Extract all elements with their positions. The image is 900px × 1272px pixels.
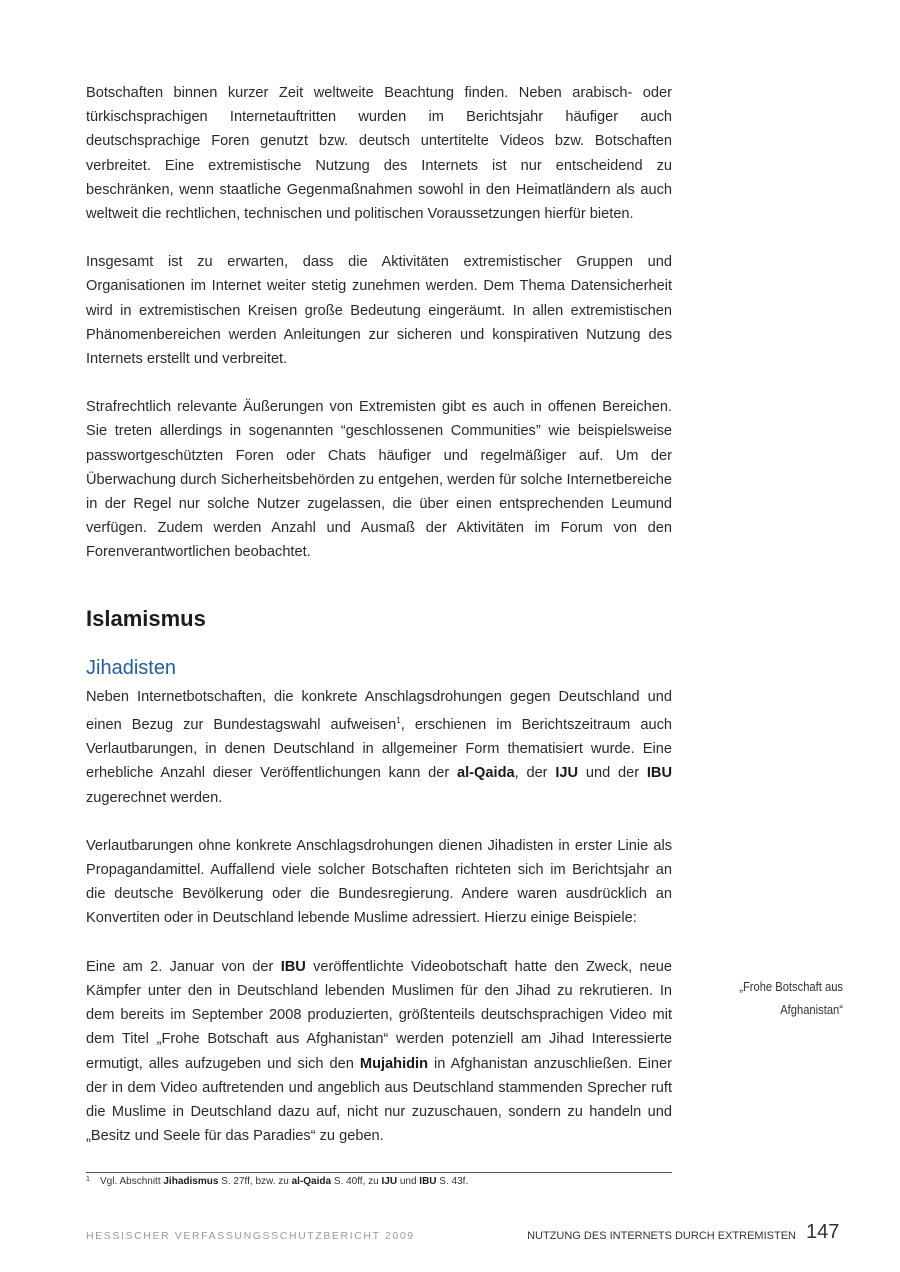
- intro-paragraph-1: Botschaften binnen kurzer Zeit weltweite Beachtung finden. Neben arabisch- oder türkischsprachigen Internetauftritten wurden im Berichtsjahr häufiger auch deutschsprachige Foren genutzt bzw. deutsch untertitelte Videos bzw. Botschaften verbreitet. Eine extremistische Nutzung des Internets ist nur entscheidend zu beschränken, wenn staatliche Gegenmaßnahmen sowohl in den Heimatländern als auch weltweit die rechtlichen, technischen und politischen Voraussetzungen hierfür bieten.: [86, 85, 672, 223]
- page-number: 147: [806, 1221, 840, 1243]
- intro-paragraph-2: Insgesamt ist zu erwarten, dass die Aktivitäten extremistischer Gruppen und Organisationen im Internet weiter stetig zunehmen werden. Dem Thema Datensicherheit wird in extremistischen Kreisen große Bedeutung eingeräumt. In allen extremistischen Phänomenbereichen werden Anleitungen zur sicheren und konspirativen Nutzung des Internets erstellt und verbreitet.: [86, 254, 672, 368]
- subsection-heading: Jihadisten: [86, 657, 177, 679]
- footnote: 1 Vgl. Abschnitt Jihadismus S. 27ff, bzw. zu al-Qaida S. 40ff, zu IJU und IBU S. 43f.: [86, 1176, 469, 1187]
- footer-chapter-title: NUTZUNG DES INTERNETS DURCH EXTREMISTEN: [527, 1230, 796, 1242]
- jihad-paragraph-3: Eine am 2. Januar von der IBU veröffentlichte Videobotschaft hatte den Zweck, neue Kämpfer unter den in Deutschland lebenden Muslimen für den Jihad zu rekrutieren. In dem bereits im September 2008 produzierten, größtenteils deutschsprachigen Video mit dem Titel „Frohe Botschaft aus Afghanistan“ werden potenziell am Jihad Interessierte ermutigt, alles aufzugeben und sich den Mujahidin in Afghanistan anzuschließen. Einer der in dem Video auftretenden und angeblich aus Deutschland stammenden Sprecher ruft die Muslime in Deutschland dazu auf, nicht nur zuzuschauen, sondern zu handeln und „Besitz und Seele für das Paradies“ zu geben.: [86, 958, 672, 1145]
- jihad-paragraph-2: Verlautbarungen ohne konkrete Anschlagsdrohungen dienen Jihadisten in erster Linie als Propagandamittel. Auffallend viele solcher Botschaften richteten sich im Berichtsjahr an die deutsche Bevölkerung oder die Bundesregierung. Andere waren ausdrücklich an Konvertiten oder in Deutschland lebende Muslime adressiert. Hierzu einige Beispiele:: [86, 837, 672, 927]
- section-heading: Islamismus: [86, 606, 206, 631]
- intro-paragraph-3: Strafrechtlich relevante Äußerungen von Extremisten gibt es auch in offenen Bereichen. Sie treten allerdings in sogenannten “geschlossenen Communities” wie beispielsweise passwortgeschützten Foren oder Chats häufiger und regelmäßiger auf. Um der Überwachung durch Sicherheitsbehörden zu entgehen, werden für solche Internetbereiche in der Regel nur solche Nutzer zugelassen, die über einen entsprechenden Leumund verfügen. Zudem werden Anzahl und Ausmaß der Aktivitäten im Forum von den Forenverantwortlichen beobachtet.: [86, 399, 672, 561]
- footnote-ref[interactable]: 1: [396, 716, 401, 726]
- jihad-paragraph-1: Neben Internetbotschaften, die konkrete Anschlagsdrohungen gegen Deutschland und einen Bezug zur Bundestagswahl aufweisen$^1$, erschienen im Berichtszeitraum auch Verlautbarungen, in denen Deutschland in allgemeiner Form thematisiert wurde. Eine erhebliche Anzahl dieser Veröffentlichungen kann der al-Qaida, der IJU und der IBU zugerechnet werden.: [86, 689, 673, 806]
- jihadisten-text: [86, 685, 672, 1148]
- footnote-divider: [86, 1172, 672, 1173]
- footer-publication-title: HESSISCHER VERFASSUNGSSCHUTZBERICHT 2009: [86, 1230, 415, 1242]
- intro-text: [86, 81, 672, 565]
- margin-note: „Frohe Botschaft aus Afghanistan“: [739, 979, 843, 1017]
